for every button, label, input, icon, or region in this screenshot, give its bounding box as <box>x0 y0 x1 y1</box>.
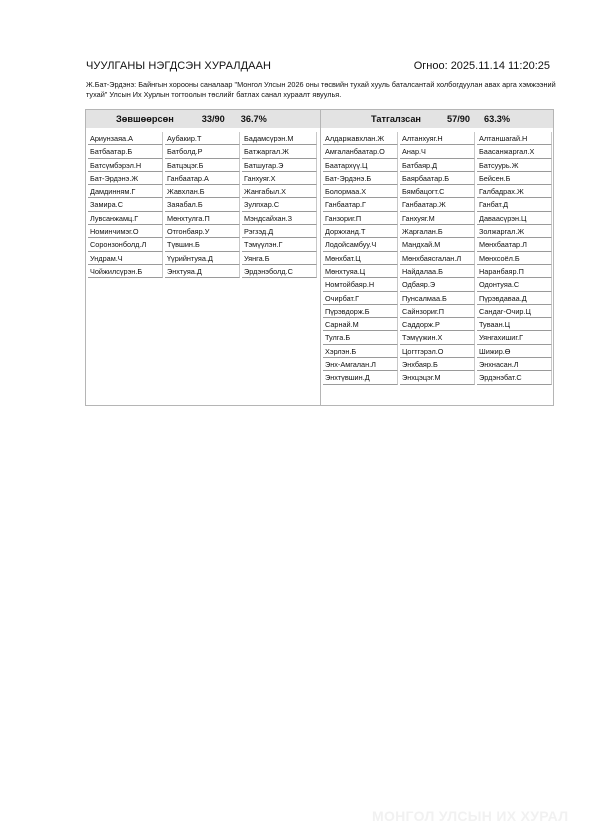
no-voter-name: Эрдэнэбат.С <box>477 371 552 384</box>
yes-voter-name: Батбаатар.Б <box>88 145 163 158</box>
no-names-grid <box>323 132 552 385</box>
panel-divider <box>320 110 321 405</box>
no-voter-name: Хэрлэн.Б <box>323 345 398 358</box>
no-voter-name: Энх-Амгалан.Л <box>323 358 398 371</box>
no-voter-name: Даваасүрэн.Ц <box>477 212 552 225</box>
yes-voter-name: Заяабал.Б <box>165 198 240 211</box>
no-voter-name: Сайнзориг.П <box>400 305 475 318</box>
no-voter-name: Тэмүүжин.Х <box>400 331 475 344</box>
yes-voter-name: Жангабыл.Х <box>242 185 317 198</box>
yes-count: 33/90 <box>201 114 225 124</box>
no-voter-name: Шижир.Ө <box>477 345 552 358</box>
no-voter-name: Мөнхбаатар.Л <box>477 238 552 251</box>
no-voter-name: Амгаланбаатар.О <box>323 145 398 158</box>
no-voter-name: Ганхуяг.М <box>400 212 475 225</box>
no-voter-name: Мөнхсоёл.Б <box>477 252 552 265</box>
no-voter-name: Галбадрах.Ж <box>477 185 552 198</box>
no-voter-name: Лодойсамбуу.Ч <box>323 238 398 251</box>
session-date: Огноо: 2025.11.14 11:20:25 <box>413 60 550 72</box>
vote-description: Ж.Бат-Эрдэнэ: Байнгын хорооны саналаар "Монгол Улсын 2026 оны төсвийн тухай хууль баталсантай холбогдуулан авах арга хэмжээний тухай" Улсын Их Хурлын тогтоолын төслийг батлах санал хураалт явуулья. <box>86 80 556 99</box>
no-voter-name: Одбаяр.Э <box>400 278 475 291</box>
yes-voter-name: Батжаргал.Ж <box>242 145 317 158</box>
no-voter-name: Анар.Ч <box>400 145 475 158</box>
no-voter-name: Мандхай.М <box>400 238 475 251</box>
no-voter-name: Саддорж.Р <box>400 318 475 331</box>
no-voter-name: Пунсалмаа.Б <box>400 292 475 305</box>
no-percent: 63.3% <box>483 114 511 124</box>
no-voter-name: Пүрэвдаваа.Д <box>477 292 552 305</box>
yes-voter-name: Эрдэнэболд.С <box>242 265 317 278</box>
no-voter-name: Энхнасан.Л <box>477 358 552 371</box>
yes-voter-name: Уянга.Б <box>242 252 317 265</box>
yes-voter-name: Үүрийнтуяа.Д <box>165 252 240 265</box>
no-voter-name: Жаргалан.Б <box>400 225 475 238</box>
no-voter-name: Мөнхтуяа.Ц <box>323 265 398 278</box>
yes-voter-name: Отгонбаяр.У <box>165 225 240 238</box>
yes-voter-name: Дамдинням.Г <box>88 185 163 198</box>
yes-voter-name: Жавхлан.Б <box>165 185 240 198</box>
yes-voter-name: Ганбаатар.А <box>165 172 240 185</box>
yes-names-grid <box>88 132 317 278</box>
yes-voter-name: Мөнхтулга.П <box>165 212 240 225</box>
no-voter-name: Болормаа.Х <box>323 185 398 198</box>
no-voter-name: Энхцэцэг.М <box>400 371 475 384</box>
yes-label: Зөвшөөрсөн <box>116 114 174 124</box>
yes-voter-name: Номинчимэг.О <box>88 225 163 238</box>
no-voter-name: Номтойбаяр.Н <box>323 278 398 291</box>
no-voter-name: Алтаншагай.Н <box>477 132 552 145</box>
no-voter-name: Пүрэвдорж.Б <box>323 305 398 318</box>
yes-voter-name: Батболд.Р <box>165 145 240 158</box>
no-voter-name: Бямбацогт.С <box>400 185 475 198</box>
no-voter-name: Алдаржавхлан.Ж <box>323 132 398 145</box>
yes-voter-name: Түвшин.Б <box>165 238 240 251</box>
no-voter-name: Батсуурь.Ж <box>477 159 552 172</box>
parliament-watermark: МОНГОЛ УЛСЫН ИХ ХУРАЛ <box>372 808 569 824</box>
yes-voter-name: Ганхуяг.Х <box>242 172 317 185</box>
no-voter-name: Сандаг-Очир.Ц <box>477 305 552 318</box>
vote-results-table <box>85 109 554 406</box>
session-title: ЧУУЛГАНЫ НЭГДСЭН ХУРАЛДААН <box>86 60 272 72</box>
yes-voter-name: Мэндсайхан.З <box>242 212 317 225</box>
no-label: Татгалзсан <box>371 114 421 124</box>
no-panel-header <box>321 110 553 128</box>
no-voter-name: Найдалаа.Б <box>400 265 475 278</box>
no-voter-name: Баатархүү.Ц <box>323 159 398 172</box>
no-voter-name: Ганбат.Д <box>477 198 552 211</box>
no-voter-name: Тулга.Б <box>323 331 398 344</box>
no-voter-name: Золжаргал.Ж <box>477 225 552 238</box>
no-voter-name: Ганбаатар.Ж <box>400 198 475 211</box>
yes-voter-name: Соронзонболд.Л <box>88 238 163 251</box>
document-header <box>86 60 550 72</box>
yes-voter-name: Батсүмбэрэл.Н <box>88 159 163 172</box>
yes-voter-name: Замира.С <box>88 198 163 211</box>
yes-voter-name: Батцэцэг.Б <box>165 159 240 172</box>
no-voter-name: Бейсен.Б <box>477 172 552 185</box>
yes-voter-name: Чойжилсүрэн.Б <box>88 265 163 278</box>
no-voter-name: Одонтуяа.С <box>477 278 552 291</box>
no-voter-name: Доржханд.Т <box>323 225 398 238</box>
no-voter-name: Алтанхуяг.Н <box>400 132 475 145</box>
no-voter-name: Туваан.Ц <box>477 318 552 331</box>
no-voter-name: Энхтүвшин.Д <box>323 371 398 384</box>
yes-voter-name: Бат-Эрдэнэ.Ж <box>88 172 163 185</box>
yes-voter-name: Рэгзэд.Д <box>242 225 317 238</box>
no-voter-name: Сарнай.М <box>323 318 398 331</box>
yes-voter-name: Батшугар.Э <box>242 159 317 172</box>
yes-percent: 36.7% <box>240 114 267 124</box>
no-voter-name: Баярбаатар.Б <box>400 172 475 185</box>
no-voter-name: Мөнхбат.Ц <box>323 252 398 265</box>
no-voter-name: Энхбаяр.Б <box>400 358 475 371</box>
no-voter-name: Очирбат.Г <box>323 292 398 305</box>
yes-voter-name: Ундрам.Ч <box>88 252 163 265</box>
no-voter-name: Баасанжаргал.Х <box>477 145 552 158</box>
no-voter-name: Уянгахишиг.Г <box>477 331 552 344</box>
yes-voter-name: Лувсанжамц.Г <box>88 212 163 225</box>
yes-voter-name: Аубакир.Т <box>165 132 240 145</box>
no-voter-name: Наранбаяр.П <box>477 265 552 278</box>
yes-voter-name: Тэмүүлэн.Г <box>242 238 317 251</box>
no-count: 57/90 <box>446 114 470 124</box>
yes-voter-name: Бадамсүрэн.М <box>242 132 317 145</box>
no-voter-name: Бат-Эрдэнэ.Б <box>323 172 398 185</box>
no-voter-name: Ганзориг.П <box>323 212 398 225</box>
no-voter-name: Мөнхбаясгалан.Л <box>400 252 475 265</box>
yes-panel-header <box>86 110 320 128</box>
yes-voter-name: Зулпхар.С <box>242 198 317 211</box>
yes-voter-name: Ариунзаяа.А <box>88 132 163 145</box>
yes-voter-name: Энхтуяа.Д <box>165 265 240 278</box>
no-voter-name: Ганбаатар.Г <box>323 198 398 211</box>
no-voter-name: Батбаяр.Д <box>400 159 475 172</box>
no-voter-name: Цогтгэрэл.О <box>400 345 475 358</box>
